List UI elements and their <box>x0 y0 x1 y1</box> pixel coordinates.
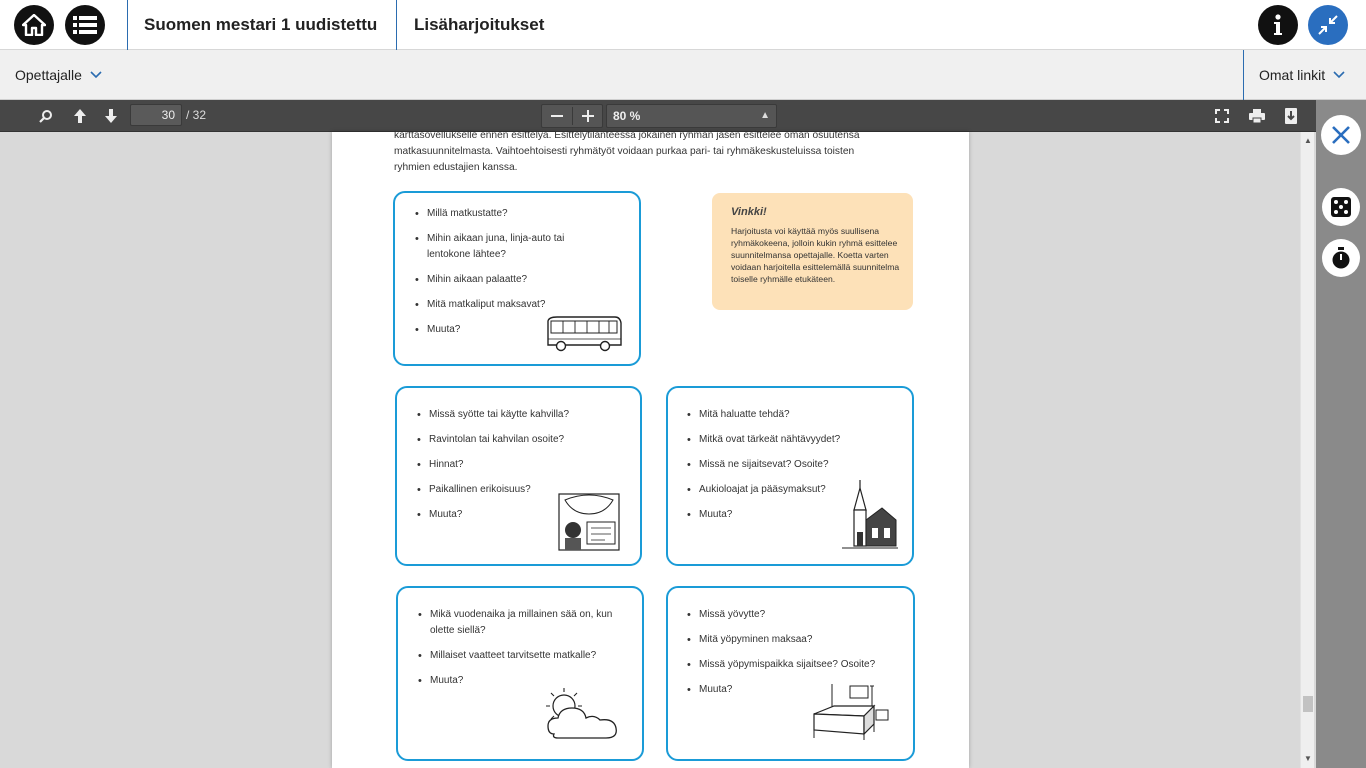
next-page-button[interactable] <box>99 104 123 128</box>
plus-icon <box>582 110 594 122</box>
subbar-divider <box>1243 50 1244 100</box>
close-button[interactable] <box>1321 115 1361 155</box>
zoom-buttons <box>541 104 603 128</box>
question-box-weather <box>396 586 644 761</box>
list-item: • Muuta? <box>418 673 618 689</box>
list-item: • Mihin aikaan palaatte? <box>415 272 565 288</box>
info-button[interactable] <box>1258 5 1298 45</box>
zoom-in-button[interactable] <box>573 105 603 127</box>
scroll-down-icon[interactable]: ▼ <box>1304 754 1312 763</box>
chevron-down-icon <box>1333 71 1345 79</box>
bed-illustration <box>810 682 892 742</box>
close-icon <box>1331 125 1351 145</box>
download-icon <box>1284 108 1298 124</box>
list-item: • Muuta? <box>687 507 887 523</box>
list-item: • Millä matkustatte? <box>415 206 565 222</box>
fullscreen-button[interactable] <box>1210 104 1234 128</box>
home-icon <box>22 14 46 36</box>
home-button[interactable] <box>14 5 54 45</box>
section-title[interactable]: Lisäharjoitukset <box>414 15 545 34</box>
list-item: • Mikä vuodenaika ja millainen sää on, kun olette siellä? <box>418 607 618 639</box>
select-arrows-icon: ▲ <box>760 110 770 121</box>
intro-paragraph <box>394 128 914 176</box>
list-item: • Muuta? <box>415 322 565 338</box>
list-item: • Mihin aikaan juna, linja-auto tai lentokone lähtee? <box>415 231 565 263</box>
page-total: / 32 <box>186 108 207 122</box>
cafe-illustration <box>555 492 623 552</box>
list-item: • Millaiset vaatteet tarvitsette matkalle? <box>418 648 618 664</box>
minus-icon <box>551 115 563 117</box>
list-item: • Aukioloajat ja pääsymaksut? <box>687 482 887 498</box>
fullscreen-icon <box>1215 109 1229 123</box>
list-item: • Ravintolan tai kahvilan osoite? <box>417 432 587 448</box>
zoom-out-button[interactable] <box>542 105 572 127</box>
weather-illustration <box>540 684 622 742</box>
list-item: • Missä yöpymispaikka sijaitsee? Osoite? <box>687 657 902 673</box>
list-item: • Hinnat? <box>417 457 587 473</box>
list-icon <box>73 16 97 34</box>
menu-button[interactable] <box>65 5 105 45</box>
search-button[interactable] <box>34 104 58 128</box>
intro-line: karttasovellukselle ennen esittelyä. Esittelytilanteessa jokainen ryhmän jäsen esittelee oman osuutensa <box>394 130 860 141</box>
list-item: • Muuta? <box>417 507 587 523</box>
dice-button[interactable] <box>1322 188 1360 226</box>
page-number-input[interactable]: 30 <box>130 104 182 126</box>
bus-illustration <box>545 315 623 353</box>
tip-title: Vinkki! <box>731 206 767 218</box>
stopwatch-button[interactable] <box>1322 239 1360 277</box>
arrow-up-icon <box>73 108 87 124</box>
chevron-down-icon <box>90 71 102 79</box>
collapse-button[interactable] <box>1308 5 1348 45</box>
list-item: • Mitkä ovat tärkeät nähtävyydet? <box>687 432 887 448</box>
list-item: • Missä ne sijaitsevat? Osoite? <box>687 457 887 473</box>
vertical-scrollbar[interactable] <box>1300 132 1314 768</box>
list-item: • Mitä matkaliput maksavat? <box>415 297 565 313</box>
print-button[interactable] <box>1245 104 1269 128</box>
scroll-up-icon[interactable]: ▲ <box>1304 136 1312 145</box>
previous-page-button[interactable] <box>68 104 92 128</box>
intro-line: matkasuunnitelmasta. Vaihtoehtoisesti ryhmätyöt voidaan purkaa pari- tai ryhmäkeskusteluissa toisten <box>394 146 855 157</box>
top-header <box>0 0 1366 50</box>
sub-navigation <box>0 50 1366 100</box>
list-item: • Missä yövytte? <box>687 607 902 623</box>
print-icon <box>1249 109 1265 123</box>
zoom-select[interactable] <box>606 104 777 128</box>
list-item: • Mitä haluatte tehdä? <box>687 407 887 423</box>
arrow-down-icon <box>104 108 118 124</box>
church-illustration <box>842 480 898 552</box>
intro-line: ryhmien edustajien kanssa. <box>394 162 518 173</box>
search-icon <box>39 109 53 123</box>
list-item: • Missä syötte tai käytte kahvilla? <box>417 407 587 423</box>
download-button[interactable] <box>1279 104 1303 128</box>
question-box-travel <box>393 191 641 366</box>
tip-box <box>712 193 913 310</box>
list-item: • Mitä yöpyminen maksaa? <box>687 632 902 648</box>
teacher-dropdown-label: Opettajalle <box>15 67 82 83</box>
question-box-sights <box>666 386 914 566</box>
scrollbar-thumb[interactable] <box>1303 696 1313 712</box>
question-box-food <box>395 386 642 566</box>
list-item: • Paikallinen erikoisuus? <box>417 482 587 498</box>
document-page <box>332 132 969 768</box>
collapse-icon <box>1317 14 1339 36</box>
teacher-dropdown[interactable] <box>15 50 102 100</box>
own-links-label: Omat linkit <box>1259 67 1326 83</box>
info-icon <box>1273 14 1283 36</box>
zoom-value: 80 % <box>613 109 641 123</box>
list-item: • Muuta? <box>687 682 902 698</box>
stopwatch-icon <box>1331 247 1351 269</box>
own-links-dropdown[interactable] <box>1259 50 1345 100</box>
dice-icon <box>1331 197 1351 217</box>
question-box-stay <box>666 586 915 761</box>
tip-text: Harjoitusta voi käyttää myös suullisena ryhmäkokeena, jolloin kukin ryhmä esittelee suunnitelmansa opettajalle. Koetta varten voidaan harjoitella esittelemällä suunnitelma toiselle ryhmälle etukäteen. <box>731 226 900 284</box>
book-title[interactable]: Suomen mestari 1 uudistettu <box>144 15 378 34</box>
